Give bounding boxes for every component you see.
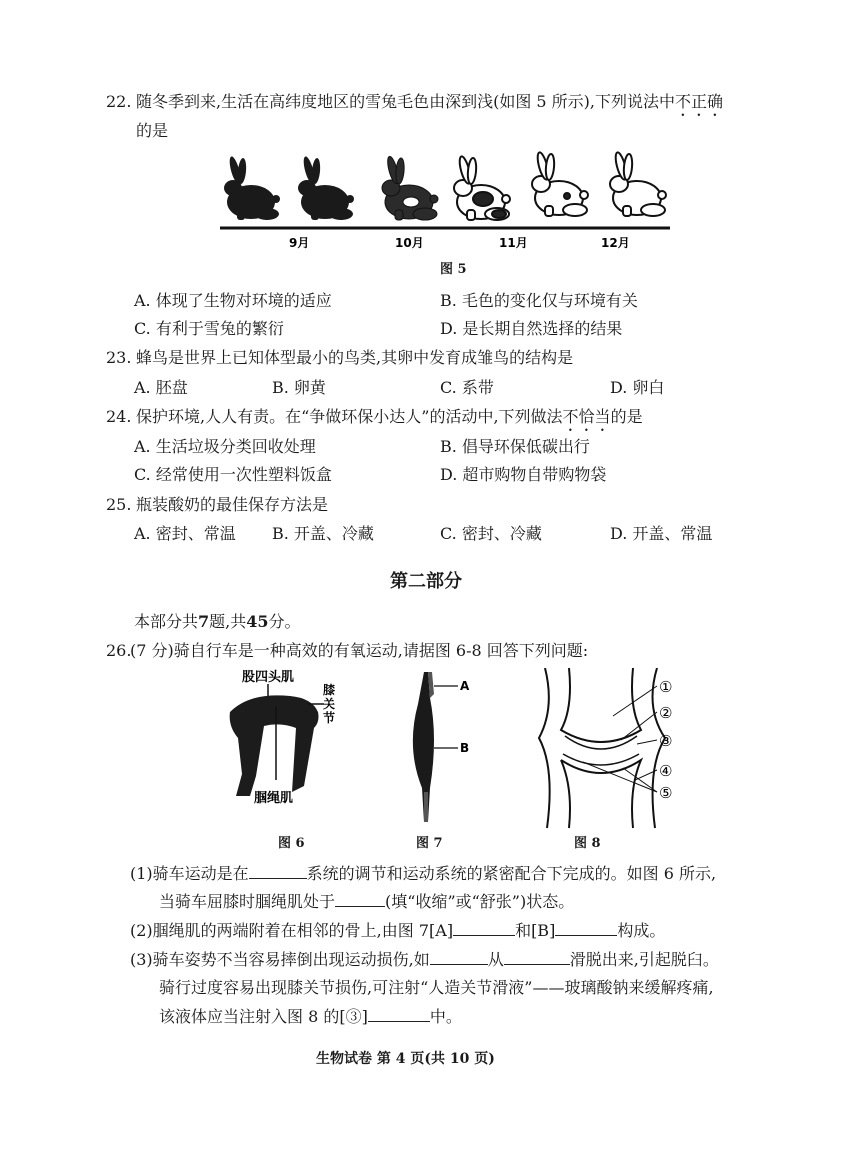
q24-stem-emphasis: 不恰当 <box>562 407 611 426</box>
month-9: 9月 <box>289 236 310 250</box>
fig6-label-knee-3: 节 <box>323 711 336 725</box>
q26-sub3-line3 <box>159 1005 462 1028</box>
q26-sub3-c: 滑脱出来,引起脱臼。 <box>569 950 719 969</box>
part-2-intro-a: 本部分共 <box>134 612 199 631</box>
q26-sub1-b: 系统的调节和运动系统的紧密配合下完成的。如图 6 所示, <box>306 864 717 883</box>
q26-sub3-e: 该液体应当注射入图 8 的[③] <box>159 1007 368 1026</box>
q22-stem-text: 随冬季到来,生活在高纬度地区的雪兔毛色由深到浅(如图 5 所示),下列说法中 <box>136 92 676 111</box>
q26-sub1-line1 <box>130 862 716 885</box>
tendon-bottom <box>424 792 428 822</box>
answer-blank-7[interactable] <box>368 1005 430 1022</box>
q22-stem <box>136 91 723 120</box>
q26-stem: (7 分)骑自行车是一种高效的有氧运动,请据图 6-8 回答下列问题: <box>130 641 589 660</box>
q25-option-a: A. 密封、常温 <box>134 524 236 543</box>
q22-number: 22. <box>106 92 132 111</box>
q26-sub1-a: (1)骑车运动是在 <box>130 864 249 883</box>
q26-sub2-a: (2)腘绳肌的两端附着在相邻的骨上,由图 7[A] <box>130 921 454 940</box>
q26-sub3-line1 <box>130 948 719 971</box>
part-2-intro-b: 题,共 <box>209 612 247 631</box>
fig8-label-3: ③ <box>659 732 673 750</box>
q23-option-d: D. 卵白 <box>610 378 665 397</box>
q24-option-a: A. 生活垃圾分类回收处理 <box>134 437 316 456</box>
q23-option-a: A. 胚盘 <box>134 378 188 397</box>
month-11: 11月 <box>499 236 528 250</box>
q25-number: 25. <box>106 495 132 514</box>
fig6-label-hamstring: 腘绳肌 <box>254 791 294 806</box>
q24-number: 24. <box>106 407 132 426</box>
fig8-label-5: ⑤ <box>659 784 673 802</box>
figure-5-hares <box>215 150 675 255</box>
page-footer: 生物试卷 第 4 页(共 10 页) <box>316 1051 495 1067</box>
hare-3 <box>382 155 438 220</box>
figure-7-caption: 图 7 <box>416 836 443 851</box>
q25-option-d: D. 开盖、常温 <box>610 524 713 543</box>
q26-sub2-c: 构成。 <box>617 921 666 940</box>
q24-stem-end: 的是 <box>610 407 643 426</box>
part-2-score-count: 45 <box>246 612 269 631</box>
month-12: 12月 <box>601 236 630 250</box>
q22-stem-emphasis: 不正确 <box>675 92 724 111</box>
q23-stem: 蜂鸟是世界上已知体型最小的鸟类,其卵中发育成雏鸟的结构是 <box>136 348 574 367</box>
figure-8-joint <box>525 668 715 833</box>
q24-option-b: B. 倡导环保低碳出行 <box>440 437 590 456</box>
q22-option-d: D. 是长期自然选择的结果 <box>440 319 623 338</box>
q22-option-c: C. 有利于雪兔的繁衍 <box>134 319 284 338</box>
joint-capsule-left <box>539 668 550 828</box>
month-10: 10月 <box>395 236 424 250</box>
q24-option-c: C. 经常使用一次性塑料饭盒 <box>134 465 332 484</box>
figure-6-leg <box>220 668 350 808</box>
hare-5 <box>532 151 588 216</box>
joint-socket <box>561 760 641 828</box>
q24-stem <box>136 406 643 435</box>
fig7-label-b: B <box>460 741 470 755</box>
q24-option-d: D. 超市购物自带购物袋 <box>440 465 607 484</box>
answer-blank-5[interactable] <box>430 948 488 965</box>
hare-4 <box>454 155 510 220</box>
q22-stem-end: 的是 <box>136 121 169 140</box>
hare-2 <box>298 155 354 220</box>
q26-sub1-c: 当骑车屈膝时腘绳肌处于 <box>159 892 336 911</box>
hare-6 <box>610 151 666 216</box>
cartilage-socket <box>563 754 639 765</box>
fig6-label-quadriceps: 股四头肌 <box>242 670 295 685</box>
part-2-intro <box>134 611 301 633</box>
q26-sub3-f: 中。 <box>429 1007 462 1026</box>
q25-option-b: B. 开盖、冷藏 <box>272 524 374 543</box>
q26-sub1-d: (填“收缩”或“舒张”)状态。 <box>385 892 575 911</box>
fig6-label-knee-2: 关 <box>323 697 336 711</box>
answer-blank-4[interactable] <box>555 919 617 936</box>
answer-blank-2[interactable] <box>335 890 385 907</box>
q26-sub3-b: 从 <box>487 950 504 969</box>
answer-blank-1[interactable] <box>249 862 307 879</box>
q26-sub1-line2 <box>159 890 574 913</box>
q24-stem-text: 保护环境,人人有责。在“争做环保小达人”的活动中,下列做法 <box>136 407 563 426</box>
part-2-question-count: 7 <box>198 612 210 631</box>
q23-number: 23. <box>106 348 132 367</box>
figure-8-caption: 图 8 <box>574 836 601 851</box>
fig7-label-a: A <box>460 679 470 693</box>
q22-option-a: A. 体现了生物对环境的适应 <box>134 291 332 310</box>
answer-blank-6[interactable] <box>504 948 570 965</box>
q26-sub2-b: 和[B] <box>515 921 556 940</box>
part-2-title: 第二部分 <box>390 571 462 592</box>
fig8-label-4: ④ <box>659 762 673 780</box>
q26-sub3-a: (3)骑车姿势不当容易摔倒出现运动损伤,如 <box>130 950 430 969</box>
q25-option-c: C. 密封、冷藏 <box>440 524 542 543</box>
q26-number: 26. <box>106 641 132 660</box>
q26-sub3-line2: 骑行过度容易出现膝关节损伤,可注射“人造关节滑液”——玻璃酸钠来缓解疼痛, <box>159 978 714 997</box>
figure-6-caption: 图 6 <box>278 836 305 851</box>
figure-7-muscle <box>400 668 480 828</box>
q22-option-b: B. 毛色的变化仅与环境有关 <box>440 291 638 310</box>
q25-stem: 瓶装酸奶的最佳保存方法是 <box>136 495 329 514</box>
part-2-intro-c: 分。 <box>268 612 301 631</box>
leg-silhouette <box>230 695 319 796</box>
fig8-label-1: ① <box>659 678 673 696</box>
hare-1 <box>224 155 280 220</box>
fig6-label-knee-1: 膝 <box>323 683 336 697</box>
q23-option-b: B. 卵黄 <box>272 378 326 397</box>
fig8-label-2: ② <box>659 704 673 722</box>
figure-5-caption: 图 5 <box>440 262 467 277</box>
q23-option-c: C. 系带 <box>440 378 494 397</box>
q26-sub2 <box>130 919 665 942</box>
answer-blank-3[interactable] <box>453 919 515 936</box>
